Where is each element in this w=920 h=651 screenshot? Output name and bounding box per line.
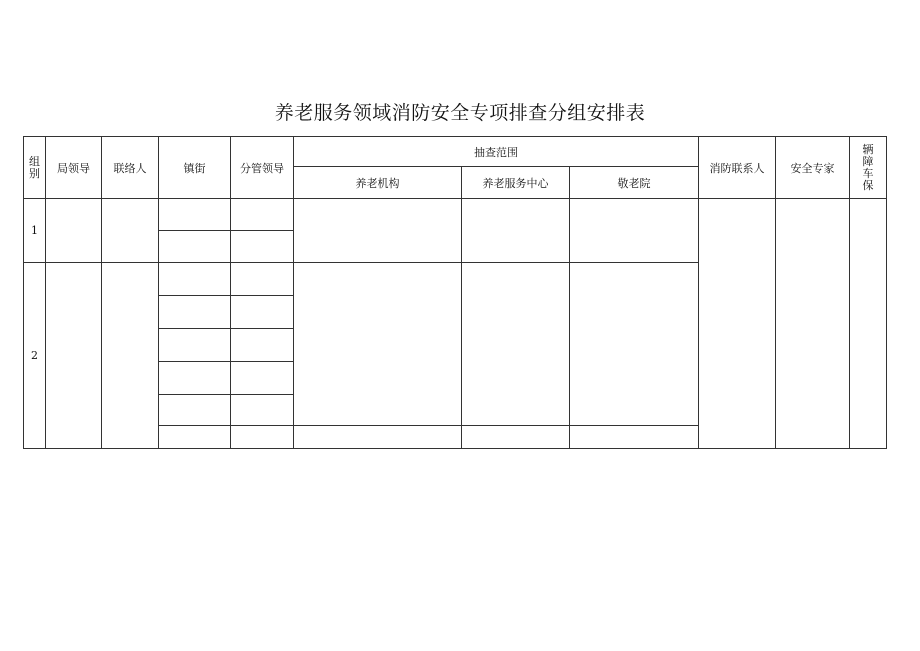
scope-institution-cell bbox=[294, 426, 462, 449]
town-street-cell bbox=[159, 263, 231, 296]
town-street-cell bbox=[159, 296, 231, 329]
bureau-leader-header: 局领导 bbox=[46, 137, 102, 199]
liaison-header: 联络人 bbox=[102, 137, 159, 199]
leader-in-charge-cell bbox=[231, 263, 294, 296]
vehicle-support-cell bbox=[850, 199, 887, 449]
town-street-cell bbox=[159, 395, 231, 426]
leader-in-charge-cell bbox=[231, 362, 294, 395]
town-street-cell bbox=[159, 362, 231, 395]
liaison-cell bbox=[102, 199, 159, 263]
scope-institution-cell bbox=[294, 199, 462, 263]
bureau-leader-cell bbox=[46, 199, 102, 263]
vehicle-support-header: 辆障车保 bbox=[850, 137, 887, 199]
leader-in-charge-cell bbox=[231, 231, 294, 263]
safety-expert-header: 安全专家 bbox=[776, 137, 850, 199]
group-header: 组别 bbox=[24, 137, 46, 199]
leader-in-charge-cell bbox=[231, 329, 294, 362]
leader-in-charge-header: 分管领导 bbox=[231, 137, 294, 199]
fire-contact-header: 消防联系人 bbox=[699, 137, 776, 199]
scope-home-cell bbox=[570, 263, 699, 426]
liaison-cell bbox=[102, 263, 159, 449]
scope-header: 抽查范围 bbox=[294, 137, 699, 167]
town-street-cell bbox=[159, 231, 231, 263]
fire-contact-cell bbox=[699, 199, 776, 449]
scope-center-cell bbox=[462, 199, 570, 263]
town-street-cell bbox=[159, 426, 231, 449]
town-street-header: 镇街 bbox=[159, 137, 231, 199]
scope-center-cell bbox=[462, 426, 570, 449]
group-number-cell: 1 bbox=[24, 199, 46, 263]
leader-in-charge-cell bbox=[231, 426, 294, 449]
town-street-cell bbox=[159, 199, 231, 231]
scope-home-cell bbox=[570, 426, 699, 449]
schedule-table bbox=[23, 136, 887, 449]
header-row-1 bbox=[24, 137, 887, 167]
group-number-cell: 2 bbox=[24, 263, 46, 449]
scope-institution-cell bbox=[294, 263, 462, 426]
safety-expert-cell bbox=[776, 199, 850, 449]
table-row bbox=[24, 199, 887, 231]
leader-in-charge-cell bbox=[231, 395, 294, 426]
scope-home-cell bbox=[570, 199, 699, 263]
bureau-leader-cell bbox=[46, 263, 102, 449]
town-street-cell bbox=[159, 329, 231, 362]
leader-in-charge-cell bbox=[231, 199, 294, 231]
scope-center-cell bbox=[462, 263, 570, 426]
scope-center-header: 养老服务中心 bbox=[462, 167, 570, 199]
scope-institution-header: 养老机构 bbox=[294, 167, 462, 199]
page-title: 养老服务领域消防安全专项排查分组安排表 bbox=[274, 102, 646, 124]
leader-in-charge-cell bbox=[231, 296, 294, 329]
scope-home-header: 敬老院 bbox=[570, 167, 699, 199]
